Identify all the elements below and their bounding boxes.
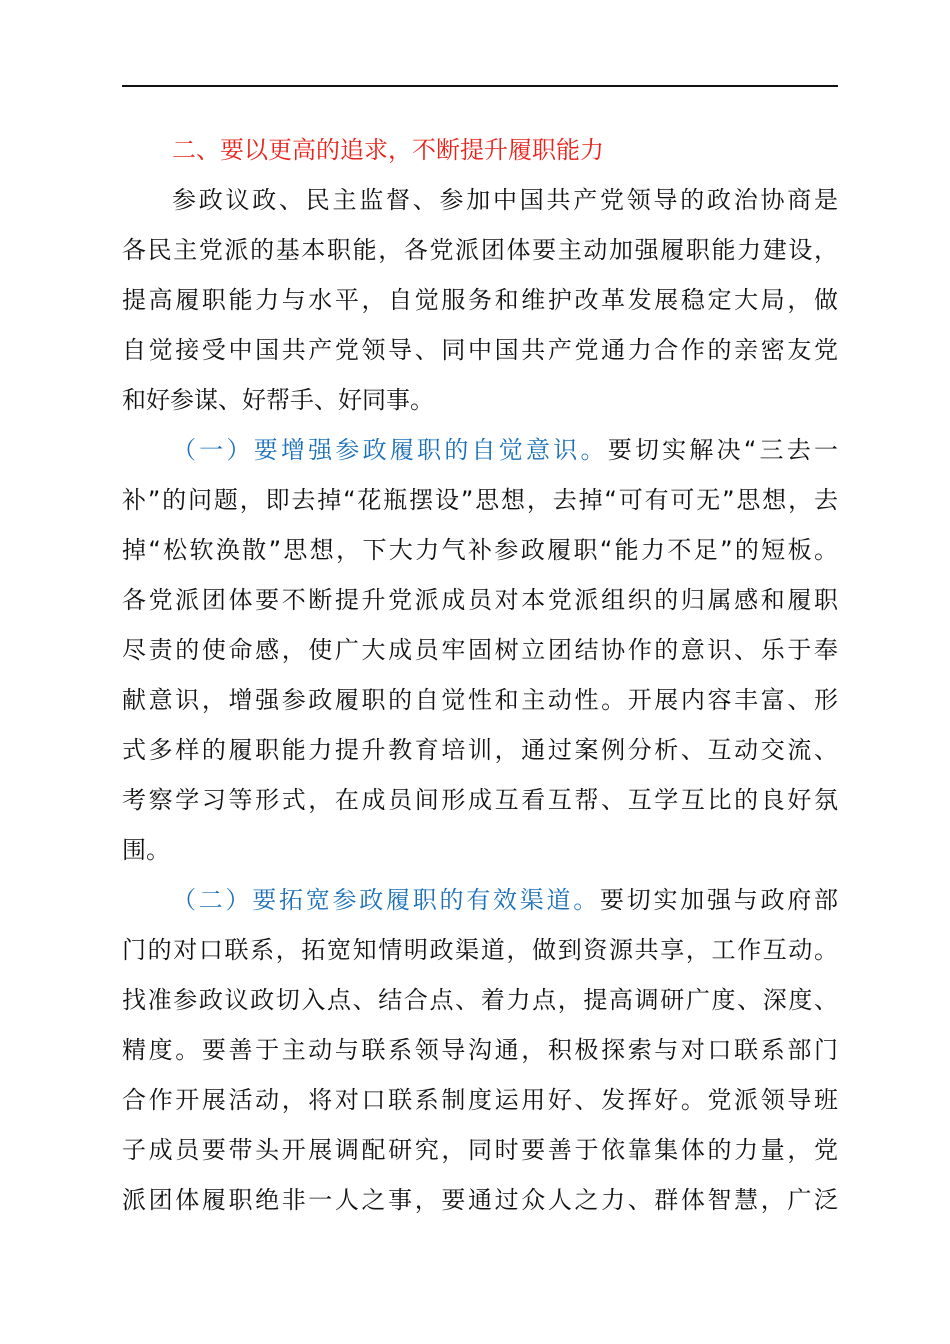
section-heading: 二、要以更高的追求，不断提升履职能力 bbox=[172, 136, 604, 164]
paragraph-line: 掉“松软涣散”思想，下大力气补参政履职“能力不足”的短板。 bbox=[122, 536, 838, 564]
paragraph-line: 补”的问题，即去掉“花瓶摆设”思想，去掉“可有可无”思想，去 bbox=[122, 486, 838, 514]
paragraph-line: 围。 bbox=[122, 836, 170, 864]
paragraph-line: 尽责的使命感，使广大成员牢固树立团结协作的意识、乐于奉 bbox=[122, 636, 838, 664]
paragraph-text: 要切实加强与政府部 bbox=[600, 886, 838, 914]
paragraph-line: 找准参政议政切入点、结合点、着力点，提高调研广度、深度、 bbox=[122, 986, 838, 1014]
subsection-heading: （一）要增强参政履职的自觉意识。 bbox=[172, 436, 608, 464]
paragraph-line: 派团体履职绝非一人之事，要通过众人之力、群体智慧，广泛 bbox=[122, 1186, 838, 1214]
paragraph-line: 参政议政、民主监督、参加中国共产党领导的政治协商是 bbox=[172, 186, 838, 214]
paragraph-text: 要切实解决“三去一 bbox=[607, 436, 839, 464]
paragraph-line: 子成员要带头开展调配研究，同时要善于依靠集体的力量，党 bbox=[122, 1136, 838, 1164]
paragraph-line: 献意识，增强参政履职的自觉性和主动性。开展内容丰富、形 bbox=[122, 686, 838, 714]
paragraph-line: 门的对口联系，拓宽知情明政渠道，做到资源共享，工作互动。 bbox=[122, 936, 838, 964]
paragraph-line: 精度。要善于主动与联系领导沟通，积极探索与对口联系部门 bbox=[122, 1036, 838, 1064]
paragraph-line: 各党派团体要不断提升党派成员对本党派组织的归属感和履职 bbox=[122, 586, 838, 614]
paragraph-line: 考察学习等形式，在成员间形成互看互帮、互学互比的良好氛 bbox=[122, 786, 838, 814]
paragraph-line: 和好参谋、好帮手、好同事。 bbox=[122, 386, 434, 414]
paragraph-line: 合作开展活动，将对口联系制度运用好、发挥好。党派领导班 bbox=[122, 1086, 838, 1114]
subsection-heading: （二）要拓宽参政履职的有效渠道。 bbox=[172, 886, 600, 914]
paragraph-line bbox=[172, 884, 838, 916]
paragraph-line: 自觉接受中国共产党领导、同中国共产党通力合作的亲密友党 bbox=[122, 336, 838, 364]
paragraph-line: 提高履职能力与水平，自觉服务和维护改革发展稳定大局，做 bbox=[122, 286, 838, 314]
paragraph-line: 各民主党派的基本职能，各党派团体要主动加强履职能力建设， bbox=[122, 236, 838, 264]
header-rule bbox=[122, 85, 838, 87]
paragraph-line: 式多样的履职能力提升教育培训，通过案例分析、互动交流、 bbox=[122, 736, 838, 764]
paragraph-line bbox=[172, 434, 838, 466]
